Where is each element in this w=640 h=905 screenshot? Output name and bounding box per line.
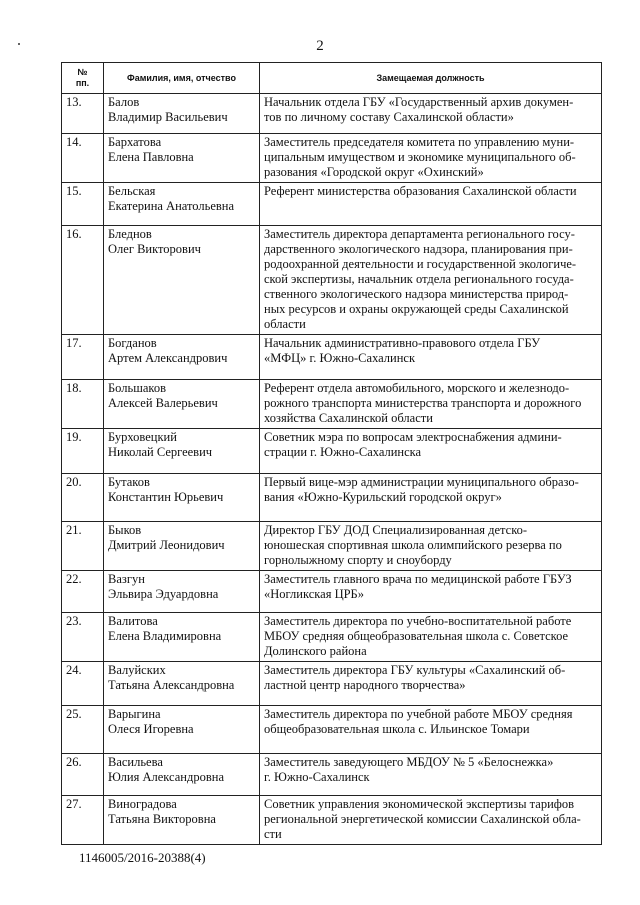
position-text-line: Заместитель директора департамента регионального госу-	[264, 227, 575, 241]
given-names: Олеся Игоревна	[108, 722, 194, 736]
full-name-cell	[104, 226, 260, 335]
position-text-line: Советник мэра по вопросам электроснабжения админи-	[264, 430, 562, 444]
row-number: 21.	[62, 522, 104, 571]
given-names: Елена Павловна	[108, 150, 194, 164]
header-number-symbol: №	[77, 67, 88, 77]
row-number: 25.	[62, 706, 104, 754]
position-text-line: Заместитель директора по учебно-воспитательной работе	[264, 614, 572, 628]
given-names: Екатерина Анатольевна	[108, 199, 235, 213]
row-number: 23.	[62, 613, 104, 662]
position-cell	[260, 796, 602, 845]
position-text-line: рожного транспорта министерства транспорта и дорожного	[264, 396, 582, 410]
given-names: Алексей Валерьевич	[108, 396, 218, 410]
row-number: 24.	[62, 662, 104, 706]
position-cell	[260, 183, 602, 226]
surname: Большаков	[108, 381, 166, 395]
position-text-line: Заместитель главного врача по медицинской работе ГБУЗ	[264, 572, 572, 586]
surname: Бурховецкий	[108, 430, 177, 444]
position-cell	[260, 134, 602, 183]
given-names: Татьяна Викторовна	[108, 812, 216, 826]
surname: Варыгина	[108, 707, 161, 721]
full-name-cell	[104, 380, 260, 429]
document-footer-code: 1146005/2016-20388(4)	[79, 850, 206, 865]
surname: Вазгун	[108, 572, 145, 586]
personnel-table	[61, 62, 602, 845]
full-name-cell	[104, 134, 260, 183]
surname: Бутаков	[108, 475, 150, 489]
position-text-line: Долинского района	[264, 644, 367, 658]
given-names: Владимир Васильевич	[108, 110, 228, 124]
position-text-line: родоохранной деятельности и государственной экологиче-	[264, 257, 577, 271]
given-names: Эльвира Эдуардовна	[108, 587, 219, 601]
row-number: 27.	[62, 796, 104, 845]
position-cell	[260, 571, 602, 613]
table-row	[62, 571, 602, 613]
surname: Васильева	[108, 755, 163, 769]
table-row	[62, 522, 602, 571]
position-text-line: ской экспертизы, начальник отдела регионального госуда-	[264, 272, 574, 286]
position-cell	[260, 94, 602, 134]
given-names: Татьяна Александровна	[108, 678, 235, 692]
table-row	[62, 94, 602, 134]
surname: Балов	[108, 95, 140, 109]
full-name-cell	[104, 183, 260, 226]
given-names: Юлия Александровна	[108, 770, 224, 784]
header-number	[62, 63, 104, 94]
position-text-line: разования «Городской округ «Охинский»	[264, 165, 484, 179]
row-number: 17.	[62, 335, 104, 380]
row-number: 14.	[62, 134, 104, 183]
position-text-line: ластной центр народного творчества»	[264, 678, 466, 692]
position-cell	[260, 474, 602, 522]
row-number: 16.	[62, 226, 104, 335]
position-cell	[260, 754, 602, 796]
surname: Валуйских	[108, 663, 166, 677]
table-row	[62, 706, 602, 754]
position-text-line: Заместитель директора по учебной работе МБОУ средняя	[264, 707, 573, 721]
full-name-cell	[104, 613, 260, 662]
surname: Быков	[108, 523, 142, 537]
table-row	[62, 134, 602, 183]
position-cell	[260, 706, 602, 754]
position-text-line: Первый вице-мэр администрации муниципального образо-	[264, 475, 579, 489]
full-name-cell	[104, 796, 260, 845]
row-number: 20.	[62, 474, 104, 522]
row-number: 13.	[62, 94, 104, 134]
position-text-line: региональной энергетической комиссии Сахалинской обла-	[264, 812, 581, 826]
position-text-line: ных ресурсов и охраны окружающей среды Сахалинской	[264, 302, 569, 316]
row-number: 22.	[62, 571, 104, 613]
position-text-line: «Ногликская ЦРБ»	[264, 587, 364, 601]
position-text-line: горнолыжному спорту и сноуборду	[264, 553, 452, 567]
table-row	[62, 380, 602, 429]
surname: Бархатова	[108, 135, 162, 149]
table-row	[62, 183, 602, 226]
surname: Богданов	[108, 336, 157, 350]
row-number: 19.	[62, 429, 104, 474]
position-text-line: общеобразовательная школа с. Ильинское Томари	[264, 722, 530, 736]
position-text-line: страции г. Южно-Сахалинска	[264, 445, 422, 459]
table-row	[62, 796, 602, 845]
position-text-line: г. Южно-Сахалинск	[264, 770, 370, 784]
position-cell	[260, 662, 602, 706]
surname: Бельская	[108, 184, 156, 198]
surname: Виноградова	[108, 797, 177, 811]
position-text-line: тов по личному составу Сахалинской области»	[264, 110, 514, 124]
position-text-line: Заместитель директора ГБУ культуры «Сахалинский об-	[264, 663, 566, 677]
position-text-line: хозяйства Сахалинской области	[264, 411, 433, 425]
position-text-line: юношеская спортивная школа олимпийского резерва по	[264, 538, 562, 552]
position-cell	[260, 335, 602, 380]
given-names: Николай Сергеевич	[108, 445, 213, 459]
position-text-line: Советник управления экономической экспертизы тарифов	[264, 797, 575, 811]
table-row	[62, 613, 602, 662]
given-names: Дмитрий Леонидович	[108, 538, 225, 552]
full-name-cell	[104, 474, 260, 522]
position-text-line: Начальник отдела ГБУ «Государственный архив докумен-	[264, 95, 574, 109]
position-text-line: МБОУ средняя общеобразовательная школа с. Советское	[264, 629, 569, 643]
position-cell	[260, 522, 602, 571]
position-text-line: сти	[264, 827, 282, 841]
full-name-cell	[104, 754, 260, 796]
position-text-line: «МФЦ» г. Южно-Сахалинск	[264, 351, 416, 365]
position-text-line: области	[264, 317, 306, 331]
full-name-cell	[104, 94, 260, 134]
full-name-cell	[104, 522, 260, 571]
full-name-cell	[104, 706, 260, 754]
surname: Валитова	[108, 614, 158, 628]
position-cell	[260, 226, 602, 335]
full-name-cell	[104, 429, 260, 474]
table-row	[62, 226, 602, 335]
page-number: 2	[316, 38, 324, 54]
table-row	[62, 754, 602, 796]
position-cell	[260, 429, 602, 474]
position-text-line: вания «Южно-Курильский городской округ»	[264, 490, 502, 504]
position-cell	[260, 380, 602, 429]
position-text-line: Референт министерства образования Сахалинской области	[264, 184, 577, 198]
full-name-cell	[104, 571, 260, 613]
row-number: 15.	[62, 183, 104, 226]
header-full-name: Фамилия, имя, отчество	[104, 63, 260, 94]
row-number: 18.	[62, 380, 104, 429]
position-text-line: ципальным имуществом и экономике муниципального об-	[264, 150, 576, 164]
given-names: Олег Викторович	[108, 242, 201, 256]
table-row	[62, 429, 602, 474]
position-text-line: дарственного экологического надзора, планирования при-	[264, 242, 573, 256]
table-row	[62, 474, 602, 522]
given-names: Константин Юрьевич	[108, 490, 224, 504]
table-row	[62, 662, 602, 706]
position-cell	[260, 613, 602, 662]
position-text-line: Референт отдела автомобильного, морского и железнодо-	[264, 381, 570, 395]
given-names: Артем Александрович	[108, 351, 228, 365]
full-name-cell	[104, 662, 260, 706]
full-name-cell	[104, 335, 260, 380]
position-text-line: Начальник административно-правового отдела ГБУ	[264, 336, 541, 350]
table-header-row	[62, 63, 602, 94]
position-text-line: Заместитель председателя комитета по управлению муни-	[264, 135, 575, 149]
position-text-line: Директор ГБУ ДОД Специализированная детско-	[264, 523, 528, 537]
header-number-abbrev: пп.	[75, 78, 90, 88]
position-text-line: Заместитель заведующего МБДОУ № 5 «Белоснежка»	[264, 755, 554, 769]
given-names: Елена Владимировна	[108, 629, 222, 643]
surname: Бледнов	[108, 227, 152, 241]
table-row	[62, 335, 602, 380]
position-text-line: ственного экологического надзора министерства природ-	[264, 287, 569, 301]
header-position: Замещаемая должность	[260, 63, 602, 94]
row-number: 26.	[62, 754, 104, 796]
